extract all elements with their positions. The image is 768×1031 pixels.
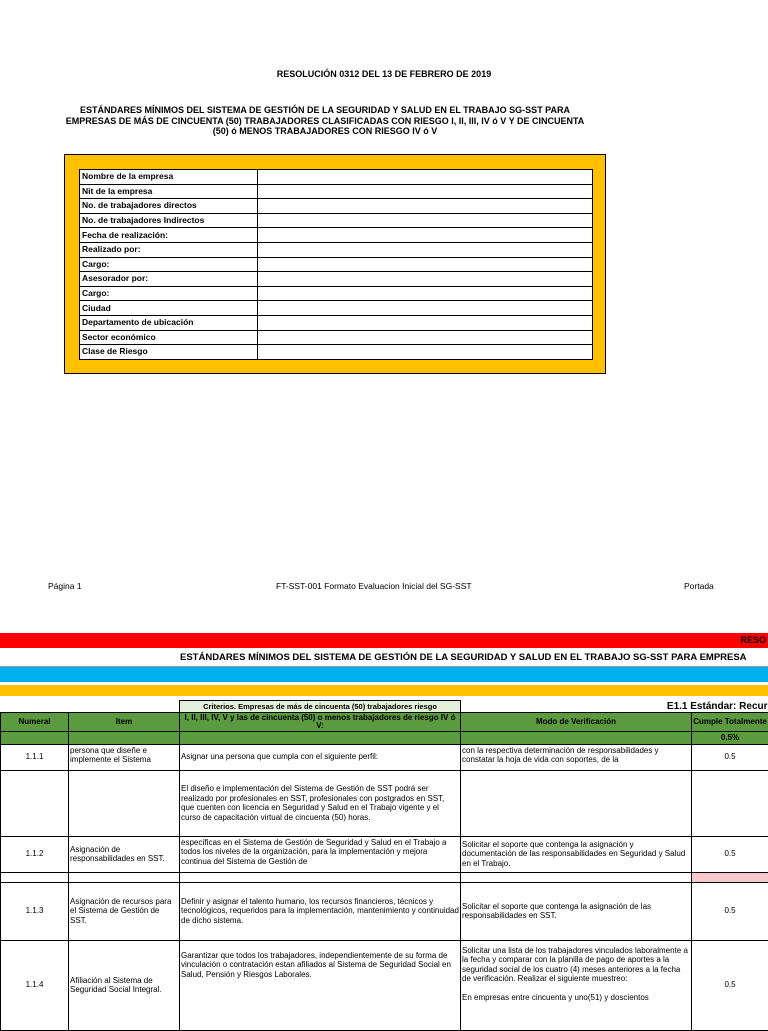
row-modo: Solicitar una lista de los trabajadores vinculados laboralmente a la fecha y comparar con la planilla de pago de aportes a la seguridad social de los cuatro (4) meses anteriores a la fecha de verificación. Realizar el siguiente muestreo:	[462, 946, 690, 984]
form-value-cell[interactable]	[258, 199, 593, 214]
header-modo: Modo de Verificación	[461, 713, 692, 732]
form-value-cell[interactable]	[258, 286, 593, 301]
row-numeral	[1, 770, 69, 836]
table-row	[1, 744, 768, 770]
form-value-cell[interactable]	[258, 184, 593, 199]
red-title-band	[0, 633, 768, 648]
row-numeral: 1.1.2	[1, 836, 69, 872]
form-label: Nit de la empresa	[80, 184, 258, 199]
form-row	[80, 257, 593, 272]
row-cumple[interactable]: 0.5	[692, 882, 768, 940]
form-row	[80, 242, 593, 257]
header-item: Item	[69, 713, 180, 732]
header-criterios: I, II, III, IV, V y las de cincuenta (50) o menos trabajadores de riesgo IV ó V:	[180, 713, 461, 732]
spacer-row	[1, 872, 768, 882]
company-info-table	[79, 169, 593, 360]
form-label: Realizado por:	[80, 242, 258, 257]
form-label: Ciudad	[80, 301, 258, 316]
table-subheader-row	[1, 732, 768, 745]
form-row	[80, 301, 593, 316]
form-value-cell[interactable]	[258, 242, 593, 257]
row-criterio: Definir y asignar el talento humano, los recursos financieros, técnicos y tecnológicos, requeridos para la implementación, mantenimiento y continuidad de dicho sistema.	[180, 882, 461, 940]
form-row	[80, 228, 593, 243]
form-label: No. de trabajadores Indirectos	[80, 213, 258, 228]
evaluation-table	[0, 700, 768, 1031]
cumple-percentage: 0.5%	[692, 732, 768, 745]
standards-title-band	[0, 648, 768, 667]
subtitle-line: (50) ó MENOS TRABAJADORES CON RIESGO IV ó V	[60, 126, 590, 137]
table-row	[1, 770, 768, 836]
row-numeral: 1.1.4	[1, 940, 69, 1030]
row-item: persona que diseñe e implemente el Sistema	[69, 744, 180, 770]
form-label: Sector económico	[80, 330, 258, 345]
criterios-title: Criterios. Empresas de más de cincuenta (50) trabajadores riesgo	[180, 701, 461, 713]
footer-sheet-name: Portada	[684, 581, 714, 591]
form-label: Fecha de realización:	[80, 228, 258, 243]
table-row	[1, 882, 768, 940]
row-cumple[interactable]: 0.5	[692, 836, 768, 872]
form-label: Departamento de ubicación	[80, 315, 258, 330]
row-cumple[interactable]: 0.5	[692, 940, 768, 1030]
standards-band-title: ESTÁNDARES MÍNIMOS DEL SISTEMA DE GESTIÓN DE LA SEGURIDAD Y SALUD EN EL TRABAJO SG-SST PARA EMPRESA	[180, 652, 747, 663]
row-modo: con la respectiva determinación de responsabilidades y constatar la hoja de vida con soportes, de la	[461, 744, 692, 770]
form-value-cell[interactable]	[258, 257, 593, 272]
form-value-cell[interactable]	[258, 272, 593, 287]
form-label: Cargo:	[80, 257, 258, 272]
highlight-cell	[692, 872, 768, 882]
row-item	[69, 770, 180, 836]
row-cumple[interactable]	[692, 770, 768, 836]
header-cumple: Cumple Totalmente	[692, 713, 768, 732]
resolution-title: RESOLUCIÓN 0312 DEL 13 DE FEBRERO DE 2019	[0, 69, 768, 79]
form-row	[80, 199, 593, 214]
form-label: Nombre de la empresa	[80, 170, 258, 185]
form-row	[80, 315, 593, 330]
orange-band	[0, 685, 768, 696]
blue-band	[0, 667, 768, 682]
form-row	[80, 213, 593, 228]
footer-page-number: Página 1	[48, 581, 82, 591]
criterios-header-row	[1, 701, 768, 713]
row-modo: Solicitar el soporte que contenga la asignación y documentación de las responsabilidades en Seguridad y Salud en el Trabajo.	[461, 836, 692, 872]
table-header-row	[1, 713, 768, 732]
form-label: No. de trabajadores directos	[80, 199, 258, 214]
form-row	[80, 170, 593, 185]
row-modo-cell	[461, 940, 692, 1030]
form-row	[80, 184, 593, 199]
row-criterio: específicas en el Sistema de Gestión de Seguridad y Salud en el Trabajo a todos los niveles de la organización, para la implementación y mejora continua del Sistema de Gestión de	[180, 836, 461, 872]
form-row	[80, 286, 593, 301]
row-item: Afiliación al Sistema de Seguridad Social Integral.	[69, 940, 180, 1030]
form-row	[80, 272, 593, 287]
form-value-cell[interactable]	[258, 213, 593, 228]
form-value-cell[interactable]	[258, 228, 593, 243]
row-criterio: Garantizar que todos los trabajadores, independientemente de su forma de vinculación o contratación estan afiliados al Sistema de Seguridad Social en Salud, Pensión y Riesgos Laborales.	[180, 940, 461, 1030]
row-modo: Solicitar el soporte que contenga la asignación de las responsabilidades en SST.	[461, 882, 692, 940]
company-info-box	[64, 154, 606, 374]
row-numeral: 1.1.3	[1, 882, 69, 940]
row-modo	[461, 770, 692, 836]
row-item: Asignación de recursos para el Sistema de Gestión de SST.	[69, 882, 180, 940]
header-numeral: Numeral	[1, 713, 69, 732]
form-value-cell[interactable]	[258, 315, 593, 330]
form-row	[80, 345, 593, 360]
row-item: Asignación de responsabilidades en SST.	[69, 836, 180, 872]
form-value-cell[interactable]	[258, 170, 593, 185]
form-value-cell[interactable]	[258, 330, 593, 345]
standard-label: E1.1 Estándar: Recur	[461, 701, 768, 713]
subtitle-line: ESTÁNDARES MÍNIMOS DEL SISTEMA DE GESTIÓN DE LA SEGURIDAD Y SALUD EN EL TRABAJO SG-SST PARA	[60, 105, 590, 116]
form-value-cell[interactable]	[258, 345, 593, 360]
row-cumple[interactable]: 0.5	[692, 744, 768, 770]
form-row	[80, 330, 593, 345]
standards-subtitle	[60, 105, 590, 137]
red-band-text: RESO	[740, 635, 766, 645]
form-label: Clase de Riesgo	[80, 345, 258, 360]
row-modo-extra: En empresas entre cincuenta y uno(51) y doscientos	[462, 993, 690, 1003]
table-row	[1, 940, 768, 1030]
form-value-cell[interactable]	[258, 301, 593, 316]
row-criterio: Asignar una persona que cumpla con el siguiente perfil:	[180, 744, 461, 770]
row-numeral: 1.1.1	[1, 744, 69, 770]
footer-form-code: FT-SST-001 Formato Evaluacion Inicial del SG-SST	[276, 581, 472, 591]
row-criterio: El diseño e implementación del Sistema de Gestión de SST podrá ser realizado por profesionales en SST, profesionales con postgrados en SST, que cuenten con licencia en Seguridad y Salud en el Trabajo vigente y el curso de capacitación virtual de cincuenta (50) horas.	[180, 770, 461, 836]
subtitle-line: EMPRESAS DE MÁS DE CINCUENTA (50) TRABAJADORES CLASIFICADAS CON RIESGO I, II, III, IV ó V Y DE CINCUENTA	[60, 116, 590, 127]
form-label: Cargo:	[80, 286, 258, 301]
form-label: Asesorador por:	[80, 272, 258, 287]
table-row	[1, 836, 768, 872]
